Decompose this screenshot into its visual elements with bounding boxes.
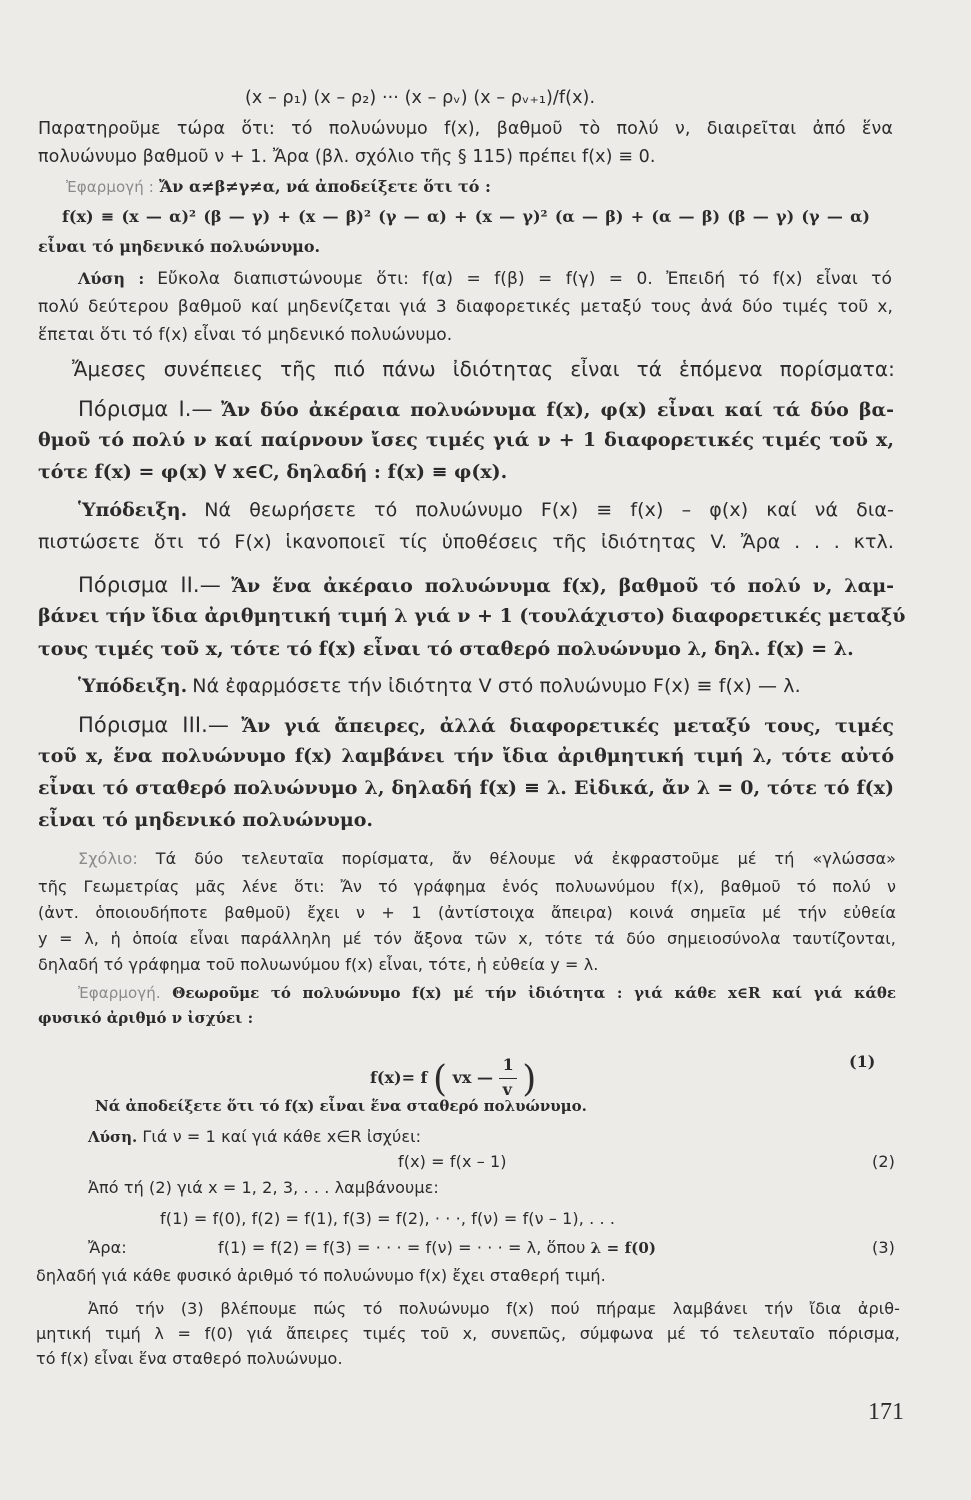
text-line: Ἀπό τήν (3) βλέπουμε πώς τό πολυώνυμο f(x) πού πήραμε λαμβάνει τήν ἴδια ἀριθ- <box>88 1299 900 1318</box>
equation-1-left: f(x)= f <box>370 1068 428 1087</box>
formula-line: f(x) ≡ (x — α)² (β — γ) + (x — β)² (γ — α) + (x — γ)² (α — β) + (α — β) (β — γ) (γ — α) <box>62 207 870 226</box>
corollary-1-text: Ἄν δύο ἀκέραια πολυώνυμα f(x), φ(x) εἶναι καί τά δύο βα- <box>221 399 895 421</box>
text-line: εἶναι τό σταθερό πολυώνυμο λ, δηλαδή f(x) ≡ λ. Εἰδικά, ἄν λ = 0, τότε τό f(x) <box>38 777 894 799</box>
left-paren-icon: ( <box>433 1059 448 1100</box>
solution-label: Λύση : <box>78 269 145 288</box>
solution-text: Γιά ν = 1 καί γιά κάθε x∈R ἰσχύει: <box>142 1127 422 1146</box>
text-line: Παρατηροῦμε τώρα ὅτι: τό πολυώνυμο f(x), βαθμοῦ τὸ πολύ ν, διαιρεῖται ἀπό ἕνα <box>38 119 893 139</box>
text-line: Ἄμεσες συνέπειες τῆς πιό πάνω ἰδιότητας εἶναι τά ἑπόμενα πορίσματα: <box>72 357 895 381</box>
solution-line <box>78 269 892 289</box>
equation-1-vx: vx — <box>452 1068 494 1087</box>
application-text: Θεωροῦμε τό πολυώνυμο f(x) μέ τήν ἰδιότητα : γιά κάθε x∈R καί γιά κάθε <box>172 984 896 1002</box>
fraction <box>499 1054 517 1099</box>
solution-label: Λύση. <box>88 1128 138 1146</box>
corollary-2-text: Ἄν ἕνα ἀκέραιο πολυώνυμα f(x), βαθμοῦ τό πολύ ν, λαμ- <box>231 575 895 597</box>
fraction-denominator: v <box>502 1079 512 1099</box>
corollary-1-label: Πόρισμα Ι.— <box>78 397 213 421</box>
text-line: πολύ δεύτερου βαθμοῦ καί μηδενίζεται γιά 3 διαφορετικές μεταξύ τους ἀνά δύο τιμές τοῦ x, <box>38 297 893 317</box>
text-line: πολυώνυμο βαθμοῦ ν + 1. Ἄρα (βλ. σχόλιο τῆς § 115) πρέπει f(x) ≡ 0. <box>38 147 656 167</box>
corollary-3-line <box>78 713 894 737</box>
page-number: 171 <box>868 1399 904 1425</box>
hint-text: Νά ἐφαρμόσετε τήν ἰδιότητα V στό πολυώνυμο F(x) ≡ f(x) — λ. <box>192 675 801 697</box>
scholium-line <box>78 849 896 868</box>
text-line: τῆς Γεωμετρίας μᾶς λένε ὅτι: Ἄν τό γράφημα ἑνός πολυωνύμου f(x), βαθμοῦ τό πολύ ν <box>38 877 896 896</box>
fraction-bar <box>499 1078 517 1079</box>
hint-line <box>78 675 801 697</box>
equation-4-bold: λ = f(0) <box>590 1239 657 1257</box>
application-heading <box>66 177 491 196</box>
application-label: Ἐφαρμογή. <box>78 984 161 1002</box>
text-line: φυσικό ἀριθμό ν ἰσχύει : <box>38 1009 254 1027</box>
right-paren-icon: ) <box>522 1059 537 1100</box>
text-line: (x – ρ₁) (x – ρ₂) ··· (x – ρᵥ) (x – ρᵥ₊₁)/f(x). <box>245 88 596 108</box>
equation-3: f(1) = f(0), f(2) = f(1), f(3) = f(2), · · ·, f(ν) = f(ν – 1), . . . <box>160 1209 616 1228</box>
scholium-label: Σχόλιο: <box>78 849 138 868</box>
solution-line <box>88 1127 421 1146</box>
equation-tag: (1) <box>849 1052 876 1071</box>
text-line: δηλαδή γιά κάθε φυσικό ἀριθμό τό πολυώνυμο f(x) ἔχει σταθερή τιμή. <box>36 1266 606 1285</box>
corollary-1-line <box>78 397 894 421</box>
corollary-2-label: Πόρισμα ΙΙ.— <box>78 573 221 597</box>
equation-4 <box>218 1238 656 1257</box>
text-line: τότε f(x) = φ(x) ∀ x∈C, δηλαδή : f(x) ≡ φ(x). <box>38 461 508 483</box>
text-line: Νά ἀποδείξετε ὅτι τό f(x) εἶναι ἕνα σταθερό πολυώνυμο. <box>95 1097 587 1115</box>
hint-text: Νά θεωρήσετε τό πολυώνυμο F(x) ≡ f(x) – φ(x) καί νά δια- <box>204 499 894 521</box>
application-text: Ἄν α≠β≠γ≠α, νά ἀποδείξετε ὅτι τό : <box>159 177 491 196</box>
solution-text: Εὔκολα διαπιστώνουμε ὅτι: f(α) = f(β) = f(γ) = 0. Ἐπειδή τό f(x) εἶναι τό <box>157 269 892 289</box>
text-line: τοῦ x, ἕνα πολυώνυμο f(x) λαμβάνει τήν ἴδια ἀριθμητική τιμή λ, τότε αὐτό <box>38 745 894 767</box>
hint-label: Ὑπόδειξη. <box>78 499 188 521</box>
text-line: (ἀντ. ὁποιουδήποτε βαθμοῦ) ἔχει ν + 1 (ἀντίστοιχα ἄπειρα) κοινά σημεῖα μέ τήν εὐθεία <box>38 903 896 922</box>
hint-label: Ὑπόδειξη. <box>78 675 188 697</box>
equation-2: f(x) = f(x – 1) <box>398 1152 507 1171</box>
text-line: θμοῦ τό πολύ ν καί παίρνουν ἴσες τιμές γιά ν + 1 διαφορετικές τιμές τοῦ x, <box>38 429 894 451</box>
text-line: μητική τιμή λ = f(0) γιά ἄπειρες τιμές τοῦ x, συνεπῶς, σύμφωνα μέ τό τελευταῖο πόρισμα, <box>36 1324 900 1343</box>
corollary-3-label: Πόρισμα ΙΙΙ.— <box>78 713 230 737</box>
text-line: τους τιμές τοῦ x, τότε τό f(x) εἶναι τό σταθερό πολυώνυμο λ, δηλ. f(x) = λ. <box>38 638 854 660</box>
text-line: δηλαδή τό γράφημα τοῦ πολυωνύμου f(x) εἶναι, τότε, ἡ εὐθεία y = λ. <box>38 955 599 974</box>
text-line: εἶναι τό μηδενικό πολυώνυμο. <box>38 809 374 831</box>
text-line: Ἀπό τή (2) γιά x = 1, 2, 3, . . . λαμβάνουμε: <box>88 1178 439 1197</box>
text-line: y = λ, ἡ ὁποία εἶναι παράλληλη μέ τόν ἄξονα τῶν x, τότε τά δύο σημειοσύνολα ταυτίζονται, <box>38 929 896 948</box>
equation-4-text: f(1) = f(2) = f(3) = · · · = f(ν) = · · · = λ, ὅπου <box>218 1238 586 1257</box>
text-line: τό f(x) εἶναι ἕνα σταθερό πολυώνυμο. <box>36 1349 343 1368</box>
equation-1 <box>370 1051 536 1099</box>
text-line: Ἄρα: <box>88 1238 127 1257</box>
application-line <box>78 983 896 1002</box>
corollary-3-text: Ἄν γιά ἄπειρες, ἀλλά διαφορετικές μεταξύ τους, τιμές <box>241 715 894 737</box>
equation-tag: (2) <box>872 1152 895 1171</box>
text-line: βάνει τήν ἴδια ἀριθμητική τιμή λ γιά ν + 1 (τουλάχιστο) διαφορετικές μεταξύ <box>38 605 906 627</box>
fraction-numerator: 1 <box>502 1054 514 1074</box>
hint-line <box>78 499 894 521</box>
equation-tag: (3) <box>872 1238 895 1257</box>
text-line: πιστώσετε ὅτι τό F(x) ἱκανοποιεῖ τίς ὑποθέσεις τῆς ἰδιότητας V. Ἄρα . . . κτλ. <box>38 531 894 553</box>
corollary-2-line <box>78 573 894 597</box>
application-label: Ἐφαρμογή : <box>66 178 154 196</box>
scholium-text: Τά δύο τελευταῖα πορίσματα, ἄν θέλουμε νά ἐκφραστοῦμε μέ τή «γλώσσα» <box>155 849 896 868</box>
text-line: ἕπεται ὅτι τό f(x) εἶναι τό μηδενικό πολυώνυμο. <box>38 325 453 345</box>
text-line: εἶναι τό μηδενικό πολυώνυμο. <box>38 237 321 256</box>
